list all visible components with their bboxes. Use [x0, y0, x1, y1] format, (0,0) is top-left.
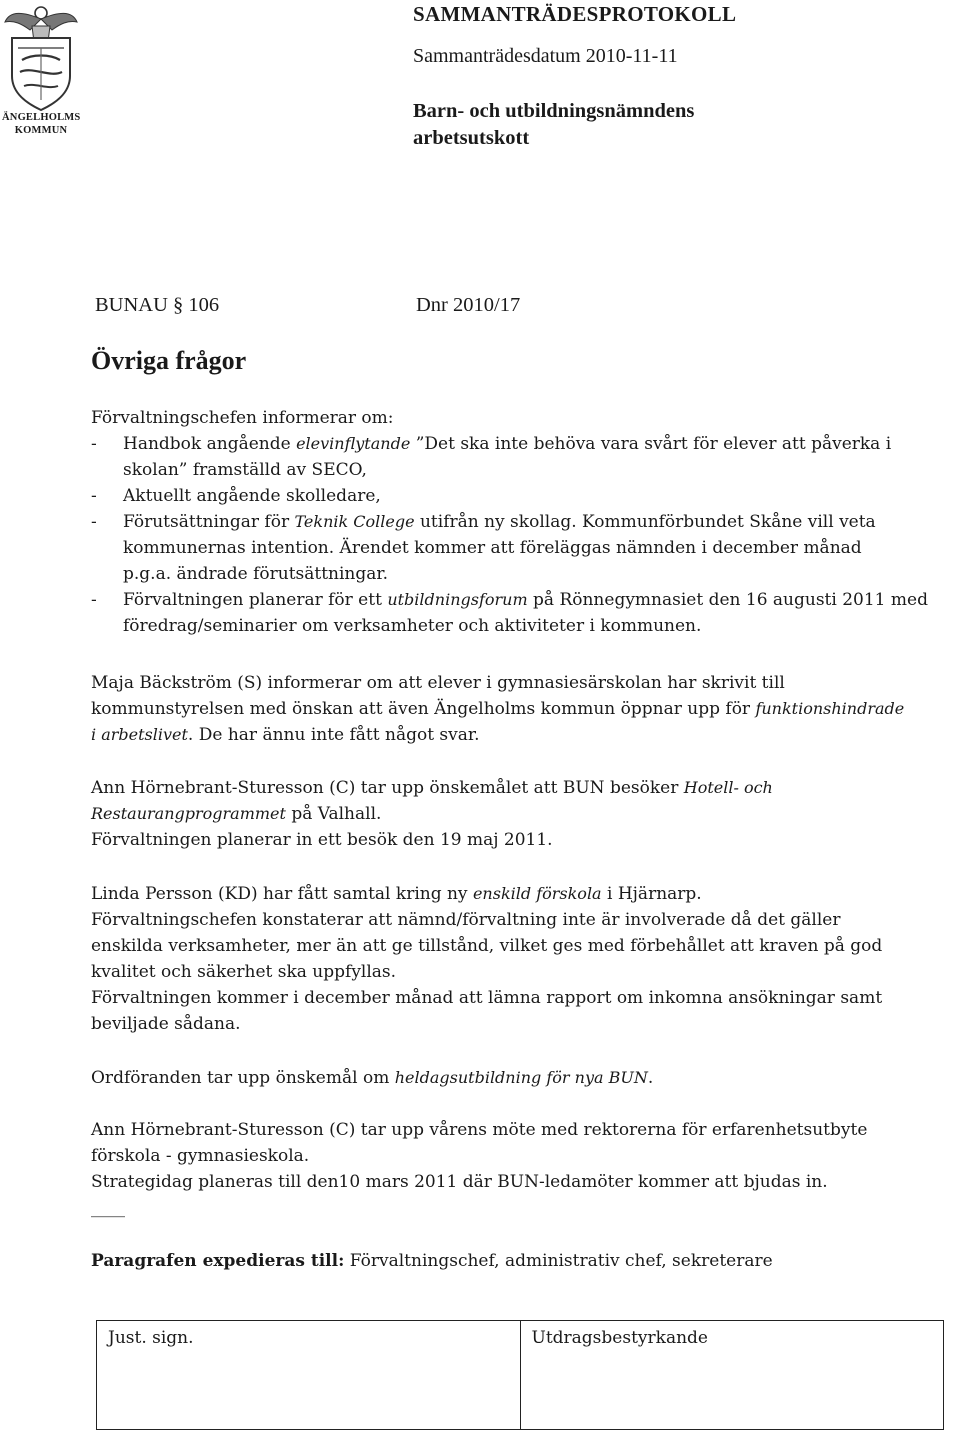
dispatch-line: [91, 1248, 921, 1274]
committee-name: [413, 98, 833, 152]
separator-rule: ____: [91, 1198, 125, 1218]
coat-of-arms-icon: [2, 2, 80, 114]
list-item: - Förutsättningar för Teknik College utifrån ny skollag. Kommunförbundet Skåne vill veta kommunernas intention. Ärendet kommer att föreläggas nämnden i december månad p.g.a. ändrade förutsättningar.: [91, 512, 876, 584]
document-type: SAMMANTRÄDESPROTOKOLL: [413, 2, 737, 26]
paragraph-backstrom: Maja Bäckström (S) informerar om att elever i gymnasiesärskolan har skrivit till kommunstyrelsen med önskan att även Ängelholms kommun öppnar upp för funktionshindrade i arbetslivet. De har ännu inte fått något svar.: [91, 673, 905, 745]
just-sign-cell: Just. sign.: [108, 1328, 194, 1348]
dispatch-label: Paragrafen expedieras till:: [91, 1251, 345, 1271]
utdragsbestyrkande-cell: Utdragsbestyrkande: [520, 1321, 944, 1429]
logo-subname: KOMMUN: [14, 125, 68, 136]
paragraph-hotel-visit: Ann Hörnebrant-Sturesson (C) tar upp önskemålet att BUN besöker Hotell- och Restaurangprogrammet på Valhall. Förvaltningen planerar in ett besök den 19 maj 2011.: [91, 778, 773, 850]
dispatch-value: Förvaltningschef, administrativ chef, sekreterare: [344, 1251, 773, 1271]
case-dnr: Dnr 2010/17: [416, 294, 521, 316]
case-number: BUNAU § 106: [95, 294, 220, 316]
info-section: [91, 405, 928, 639]
paragraph-training: Ordföranden tar upp önskemål om heldagsutbildning för nya BUN.: [91, 1068, 654, 1088]
paragraph-strategy: Ann Hörnebrant-Sturesson (C) tar upp vårens möte med rektorerna för erfarenhetsutbyte förskola - gymnasieskola. Strategidag planeras till den10 mars 2011 där BUN-ledamöter kommer att bjudas in. ____: [91, 1117, 921, 1221]
section-title: Övriga frågor: [91, 346, 247, 375]
list-item: - Handbok angående elevinflytande ”Det ska inte behöva vara svårt för elever att påverka i skolan” framställd av SECO,: [91, 434, 892, 480]
committee-line-2: arbetsutskott: [413, 127, 530, 149]
info-intro: Förvaltningschefen informerar om:: [91, 408, 394, 428]
list-item: - Aktuellt angående skolledare,: [91, 486, 381, 506]
municipality-logo: [2, 2, 80, 138]
meeting-date: Sammanträdesdatum 2010-11-11: [413, 45, 678, 67]
list-item: - Förvaltningen planerar för ett utbildningsforum på Rönnegymnasiet den 16 augusti 2011 med föredrag/seminarier om verksamheter och aktiviteter i kommunen.: [91, 590, 928, 636]
committee-line-1: Barn- och utbildningsnämndens: [413, 100, 695, 122]
signature-table: [96, 1320, 944, 1430]
logo-name: ÄNGELHOLMS: [2, 112, 81, 123]
paragraph-preschool: Linda Persson (KD) har fått samtal kring ny enskild förskola i Hjärnarp. Förvaltningschefen konstaterar att nämnd/förvaltning inte är involverade då det gäller enskilda verksamheter, mer än att ge tillstånd, vilket ges med förbehållet att kraven på god kvalitet och säkerhet ska uppfyllas. Förvaltningen kommer i december månad att lämna rapport om inkomna ansökningar samt beviljade sådana.: [91, 884, 883, 1034]
